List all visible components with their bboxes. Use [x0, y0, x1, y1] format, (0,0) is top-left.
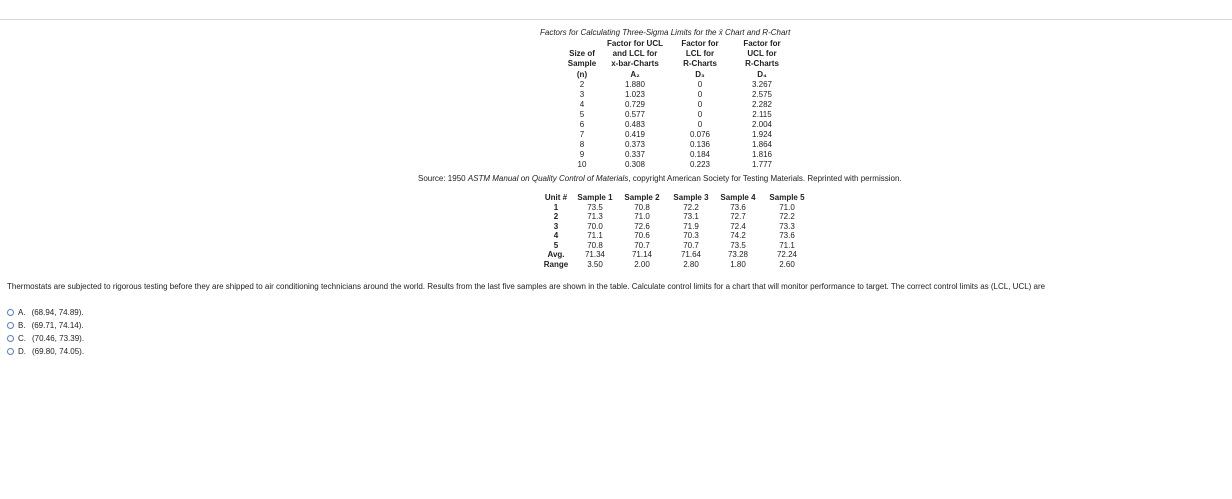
factor-cell-n: 3	[579, 90, 585, 99]
samples-header: Sample 1	[577, 193, 613, 202]
sample-value: 73.5	[587, 202, 603, 212]
row-label: Avg.	[547, 250, 565, 259]
sample-value: 72.2	[683, 202, 699, 212]
option-letter: A.	[18, 308, 26, 317]
factor-cell-d3: 0.076	[689, 130, 711, 139]
row-label: Range	[543, 259, 569, 269]
factor-cell-a2: 0.419	[624, 130, 646, 139]
top-divider	[0, 19, 1232, 20]
samples-header: Sample 3	[673, 193, 709, 202]
factor-cell-d4: 1.777	[751, 160, 773, 169]
source-note: Source: 1950 ASTM Manual on Quality Control of Materials, copyright American Society for Testing Materials. Reprinted with permission.	[418, 174, 902, 183]
sample-value: 71.0	[634, 212, 650, 221]
factor-cell-d3: 0	[697, 100, 703, 109]
sample-value: 71.14	[631, 250, 653, 259]
symbol-d3: D₃	[695, 70, 705, 79]
samples-header: Sample 2	[624, 193, 660, 202]
column-sample-1	[575, 193, 615, 269]
factor-cell-d4: 2.115	[752, 110, 772, 119]
sample-value: 73.5	[730, 240, 746, 250]
sample-value: 71.64	[680, 250, 702, 259]
option-text: (70.46, 73.39).	[32, 334, 85, 343]
header-a2: Factor for UCL and LCL for x-bar-Charts	[607, 39, 663, 68]
question-text: Thermostats are subjected to rigorous testing before they are shipped to air conditioning technicians around the world. Results from the last five samples are shown in the table. Calculate control limits for a chart that will monitor performance to target. The correct control limits as (LCL, UCL) are	[7, 282, 1046, 291]
option-c[interactable]	[7, 332, 84, 345]
factor-cell-n: 6	[579, 120, 585, 129]
sample-value: 72.2	[779, 212, 795, 221]
factor-cell-d3: 0.184	[689, 150, 711, 159]
radio-icon[interactable]	[7, 335, 14, 342]
sample-value: 2.00	[634, 259, 650, 269]
sample-value: 2.60	[779, 259, 795, 269]
radio-icon[interactable]	[7, 322, 14, 329]
sample-value: 72.4	[730, 221, 746, 231]
option-letter: B.	[18, 321, 26, 330]
symbol-d4: D₄	[757, 70, 767, 79]
option-d[interactable]	[7, 345, 84, 358]
factor-cell-a2: 0.308	[624, 160, 646, 169]
samples-header: Sample 5	[769, 193, 805, 202]
factor-cell-n: 2	[579, 80, 585, 89]
option-letter: C.	[18, 334, 26, 343]
sample-value: 71.34	[584, 250, 606, 259]
factor-cell-n: 8	[579, 140, 585, 149]
column-sample-5	[765, 193, 809, 269]
column-sample-2	[622, 193, 662, 269]
sample-value: 3.50	[587, 259, 603, 269]
radio-icon[interactable]	[7, 309, 14, 316]
option-letter: D.	[18, 347, 26, 356]
sample-value: 70.0	[587, 221, 603, 231]
factor-cell-d3: 0	[697, 120, 703, 129]
column-unit	[536, 193, 576, 269]
header-d4: Factor for UCL for R-Charts	[743, 39, 781, 68]
column-d4	[732, 70, 792, 170]
factor-cell-d4: 1.924	[751, 130, 773, 139]
option-a[interactable]	[7, 306, 84, 319]
factor-cell-n: 7	[579, 130, 585, 139]
factor-cell-a2: 0.729	[624, 100, 646, 109]
factor-cell-n: 5	[579, 110, 585, 119]
row-label: 3	[553, 221, 559, 231]
column-sample-size	[560, 70, 604, 170]
sample-value: 74.2	[730, 231, 746, 240]
sample-value: 71.9	[683, 221, 699, 231]
option-b[interactable]	[7, 319, 84, 332]
row-label: 5	[553, 240, 559, 250]
sample-value: 73.6	[730, 202, 746, 212]
sample-value: 70.8	[587, 240, 603, 250]
factor-cell-a2: 1.023	[624, 90, 646, 99]
sample-value: 72.24	[776, 250, 798, 259]
factor-cell-n: 10	[577, 160, 587, 169]
factor-cell-n: 4	[579, 100, 585, 109]
header-d3: Factor for LCL for R-Charts	[681, 39, 719, 68]
column-sample-3	[671, 193, 711, 269]
column-a2	[600, 70, 670, 170]
sample-value: 70.7	[683, 240, 699, 250]
factor-cell-d3: 0	[697, 90, 703, 99]
sample-value: 73.28	[727, 250, 749, 259]
header-sample-size: Size of Sample	[567, 49, 597, 68]
option-text: (68.94, 74.89).	[31, 308, 84, 317]
column-d3	[672, 70, 728, 170]
factor-cell-d4: 1.816	[751, 150, 773, 159]
option-text: (69.80, 74.05).	[32, 347, 85, 356]
factor-cell-d4: 2.575	[751, 90, 773, 99]
factor-cell-a2: 0.337	[624, 150, 646, 159]
sample-value: 70.7	[634, 240, 650, 250]
sample-value: 70.6	[634, 231, 650, 240]
factor-cell-d3: 0	[697, 110, 703, 119]
sample-value: 73.1	[683, 212, 699, 221]
sample-value: 73.3	[779, 221, 795, 231]
sample-value: 70.8	[634, 202, 650, 212]
column-sample-4	[718, 193, 758, 269]
factor-cell-d3: 0	[697, 80, 703, 89]
sample-value: 70.3	[683, 231, 699, 240]
factor-cell-a2: 0.373	[624, 140, 646, 149]
factor-cell-d3: 0.223	[689, 160, 711, 169]
symbol-a2: A₂	[630, 70, 640, 79]
factor-cell-d4: 1.864	[751, 140, 773, 149]
answer-options	[7, 306, 84, 358]
factor-cell-d4: 2.282	[751, 100, 773, 109]
factor-cell-n: 9	[579, 150, 585, 159]
sample-value: 71.0	[779, 202, 795, 212]
sample-value: 72.6	[634, 221, 650, 231]
factor-cell-a2: 0.577	[624, 110, 646, 119]
sample-value: 71.3	[587, 212, 603, 221]
factor-cell-d4: 2.004	[751, 120, 773, 129]
sample-value: 72.7	[730, 212, 746, 221]
sample-value: 73.6	[779, 231, 795, 240]
radio-icon[interactable]	[7, 348, 14, 355]
factor-cell-a2: 0.483	[624, 120, 646, 129]
sample-value: 1.80	[730, 259, 746, 269]
samples-header: Unit #	[544, 193, 568, 202]
factor-cell-a2: 1.880	[624, 80, 646, 89]
symbol-n: (n)	[576, 70, 588, 79]
row-label: 4	[553, 231, 559, 240]
factors-title: Factors for Calculating Three-Sigma Limits for the x̄ Chart and R-Chart	[540, 28, 791, 37]
sample-value: 2.80	[683, 259, 699, 269]
factor-cell-d4: 3.267	[751, 80, 773, 89]
sample-value: 71.1	[779, 240, 795, 250]
factor-cell-d3: 0.136	[689, 140, 711, 149]
row-label: 1	[553, 202, 559, 212]
sample-value: 71.1	[587, 231, 603, 240]
row-label: 2	[553, 212, 559, 221]
samples-header: Sample 4	[720, 193, 756, 202]
option-text: (69.71, 74.14).	[31, 321, 84, 330]
